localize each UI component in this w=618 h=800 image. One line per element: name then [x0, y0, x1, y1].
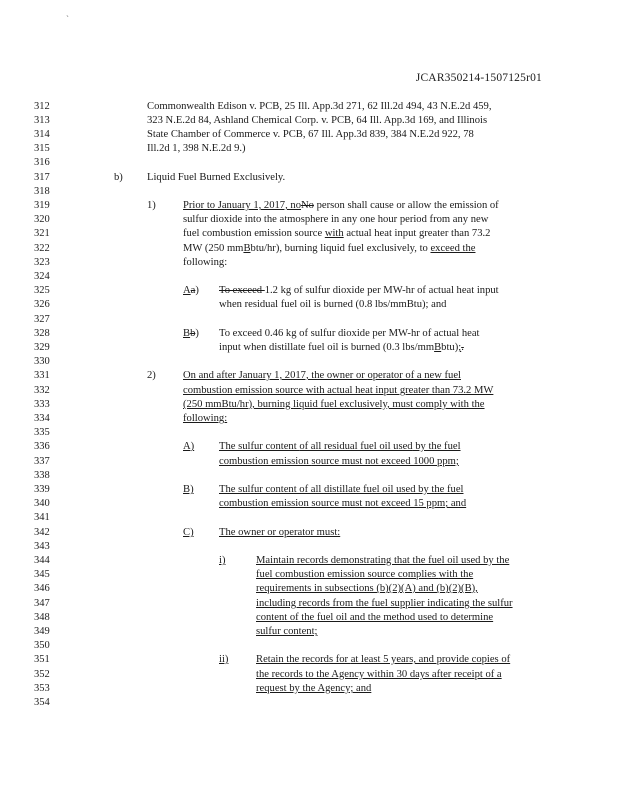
line-number: 352	[34, 669, 50, 680]
item-2-b-line: The sulfur content of all distillate fuel oil used by the fuel	[219, 484, 464, 495]
item-2-c-i-line: content of the fuel oil and the method used to determine	[256, 612, 494, 623]
inserted-text: B	[243, 243, 251, 254]
line-number: 337	[34, 456, 50, 467]
line-number: 338	[34, 470, 50, 481]
item-2-c-i-line: requirements in subsections (b)(2)(A) and (b)(2)(B),	[256, 583, 478, 594]
line-number: 347	[34, 598, 50, 609]
line-number: 320	[34, 214, 50, 225]
line-number: 329	[34, 342, 50, 353]
item-1-a-label: Aa)	[183, 285, 199, 296]
line-number: 318	[34, 186, 50, 197]
item-2-c-i-line: including records from the fuel supplier indicating the sulfur	[256, 598, 513, 609]
line-number: 317	[34, 172, 50, 183]
item-1-a-line: To exceed 1.2 kg of sulfur dioxide per MW-hr of actual heat input	[219, 285, 499, 296]
line-number: 319	[34, 200, 50, 211]
inserted-text: exceed the	[430, 243, 476, 254]
item-2-a-label: A)	[183, 441, 195, 452]
item-1-line: following:	[183, 257, 228, 268]
line-number: 345	[34, 569, 50, 580]
item-1-line: sulfur dioxide into the atmosphere in any one hour period from any new	[183, 214, 489, 225]
line-number: 327	[34, 314, 50, 325]
line-number: 325	[34, 285, 50, 296]
line-number: 346	[34, 583, 50, 594]
line-number: 328	[34, 328, 50, 339]
inserted-text: with	[324, 228, 344, 239]
item-2-c-line: The owner or operator must:	[219, 527, 341, 538]
citation-line: 323 N.E.2d 84, Ashland Chemical Corp. v. PCB, 64 Ill. App.3d 169, and Illinois	[147, 115, 488, 126]
line-number: 349	[34, 626, 50, 637]
line-number: 340	[34, 498, 50, 509]
item-2-line: combustion emission source with actual heat input greater than 73.2 MW	[183, 385, 494, 396]
line-number: 344	[34, 555, 50, 566]
item-2-c-ii-label: ii)	[219, 654, 229, 665]
section-b-label: b)	[114, 172, 123, 183]
line-number: 324	[34, 271, 50, 282]
item-1-label: 1)	[147, 200, 156, 211]
item-2-c-ii-line: Retain the records for at least 5 years, and provide copies of	[256, 654, 511, 665]
item-2-c-i-line: Maintain records demonstrating that the fuel oil used by the	[256, 555, 510, 566]
line-number: 316	[34, 157, 50, 168]
item-2-b-line: combustion emission source must not exceed 15 ppm; and	[219, 498, 467, 509]
item-1-b-label: Bb)	[183, 328, 199, 339]
item-2-b-label: B)	[183, 484, 194, 495]
item-1-a-line: when residual fuel oil is burned (0.8 lbs/mmBtu); and	[219, 299, 447, 310]
item-1-line: Prior to January 1, 2017, noNo person shall cause or allow the emission of	[183, 200, 499, 211]
line-number: 339	[34, 484, 50, 495]
item-2-label: 2)	[147, 370, 156, 381]
deleted-text: To exceed	[219, 285, 265, 296]
line-number: 353	[34, 683, 50, 694]
item-2-c-ii-line: request by the Agency; and	[256, 683, 372, 694]
line-number: 342	[34, 527, 50, 538]
line-number: 321	[34, 228, 50, 239]
line-number: 341	[34, 512, 50, 523]
line-number: 326	[34, 299, 50, 310]
item-1-line: MW (250 mmBbtu/hr), burning liquid fuel exclusively, to exceed the	[183, 243, 476, 254]
item-2-line: (250 mmBtu/hr), burning liquid fuel exclusively, must comply with the	[183, 399, 485, 410]
item-2-c-i-line: fuel combustion emission source complies with the	[256, 569, 474, 580]
line-number: 332	[34, 385, 50, 396]
line-number: 348	[34, 612, 50, 623]
line-number: 315	[34, 143, 50, 154]
item-1-b-line: To exceed 0.46 kg of sulfur dioxide per MW-hr of actual heat	[219, 328, 480, 339]
line-number: 314	[34, 129, 50, 140]
document-header: JCAR350214-1507125r01	[415, 72, 542, 84]
item-1-line: fuel combustion emission source with actual heat input greater than 73.2	[183, 228, 491, 239]
item-1-b-line: input when distillate fuel oil is burned (0.3 lbs/mmBbtu);.	[219, 342, 464, 353]
line-number: 336	[34, 441, 50, 452]
corner-mark: `	[66, 14, 69, 24]
line-number: 334	[34, 413, 50, 424]
inserted-text: Prior to January 1, 2017, no	[183, 200, 301, 211]
citation-line: Commonwealth Edison v. PCB, 25 Ill. App.3d 271, 62 Ill.2d 494, 43 N.E.2d 459,	[147, 101, 492, 112]
line-number: 335	[34, 427, 50, 438]
item-2-c-ii-line: the records to the Agency within 30 days after receipt of a	[256, 669, 502, 680]
line-number: 330	[34, 356, 50, 367]
line-number: 331	[34, 370, 50, 381]
item-2-c-i-label: i)	[219, 555, 226, 566]
line-number: 322	[34, 243, 50, 254]
line-number: 350	[34, 640, 50, 651]
item-2-c-label: C)	[183, 527, 194, 538]
line-number: 343	[34, 541, 50, 552]
item-2-c-i-line: sulfur content;	[256, 626, 318, 637]
item-2-a-line: combustion emission source must not exceed 1000 ppm;	[219, 456, 459, 467]
citation-line: State Chamber of Commerce v. PCB, 67 Ill. App.3d 839, 384 N.E.2d 922, 78	[147, 129, 474, 140]
section-b-title: Liquid Fuel Burned Exclusively.	[147, 172, 286, 183]
line-number: 313	[34, 115, 50, 126]
item-2-a-line: The sulfur content of all residual fuel oil used by the fuel	[219, 441, 461, 452]
line-number: 333	[34, 399, 50, 410]
line-number: 323	[34, 257, 50, 268]
deleted-text: No	[301, 200, 314, 211]
item-2-line: following:	[183, 413, 228, 424]
citation-line: Ill.2d 1, 398 N.E.2d 9.)	[147, 143, 246, 154]
line-number: 312	[34, 101, 50, 112]
line-number: 354	[34, 697, 50, 708]
line-number: 351	[34, 654, 50, 665]
item-2-line: On and after January 1, 2017, the owner or operator of a new fuel	[183, 370, 461, 381]
